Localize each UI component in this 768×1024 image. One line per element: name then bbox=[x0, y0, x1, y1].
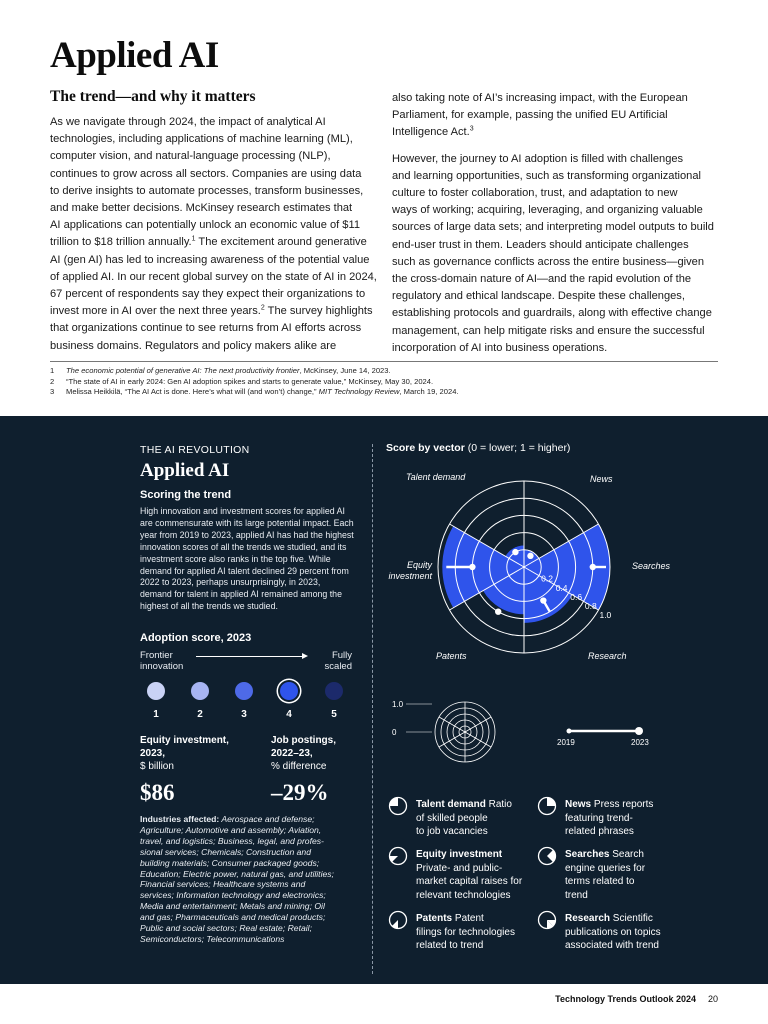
text-line: travel, and logistics; Business, legal, and profes- bbox=[140, 835, 324, 846]
scale-end-line: scaled bbox=[324, 661, 352, 672]
stat-label-line: 2022–23, bbox=[271, 748, 313, 759]
legend-desc: associated with trend bbox=[565, 940, 659, 951]
searches-icon bbox=[537, 846, 557, 866]
footnote-text: “The state of AI in early 2024: Gen AI adoption spikes and starts to generate value,” McKinsey, May 30, 2024. bbox=[66, 376, 434, 386]
radar-trend-dot-5 bbox=[469, 564, 475, 570]
legend-desc: engine queries for bbox=[565, 862, 646, 874]
text-line: are commensurate with its large potential impact. Each bbox=[140, 517, 354, 528]
footnote bbox=[50, 377, 718, 388]
text-line bbox=[392, 124, 722, 141]
legend-equity-investment bbox=[388, 848, 522, 902]
text-line: As we navigate through 2024, the impact of analytical AI bbox=[50, 116, 326, 128]
footnote-italic: MIT Technology Review bbox=[318, 387, 400, 397]
legend-term: Patents bbox=[416, 913, 453, 924]
radar-ring-label-1: 0.2 bbox=[541, 573, 553, 584]
text-line: sional services; Chemicals; Construction and bbox=[140, 846, 311, 857]
legend-desc: filings for technologies bbox=[416, 926, 515, 938]
footnote-number: 1 bbox=[50, 366, 55, 375]
legend-text bbox=[565, 848, 645, 902]
text-line: Financial services; Healthcare systems and bbox=[140, 879, 306, 890]
news-icon bbox=[537, 796, 557, 816]
footnote-divider bbox=[50, 361, 718, 362]
adoption-title: Adoption score, 2023 bbox=[140, 632, 252, 644]
stat-label-line: Equity investment, bbox=[140, 735, 229, 746]
text-line bbox=[50, 234, 380, 251]
key-year-end-dot bbox=[635, 727, 643, 735]
text-line: that organizations continue to see returns from AI efforts across bbox=[50, 322, 362, 335]
text-line: highest of all the trends we studied. bbox=[140, 601, 278, 612]
article-left-column bbox=[50, 114, 380, 355]
radar-label-talent-demand: Talent demand bbox=[406, 472, 466, 482]
footnote-text bbox=[66, 387, 459, 398]
key-year-start-dot bbox=[567, 729, 572, 734]
footnote-text bbox=[66, 366, 391, 377]
radar-trend-dot-6 bbox=[512, 549, 518, 555]
text-fragment: The survey highlights bbox=[264, 305, 373, 318]
text-line: High innovation and investment scores for applied AI bbox=[140, 506, 345, 516]
text-line: and learning opportunities, such as transforming organizational bbox=[392, 169, 701, 182]
legend-desc: Private- and public- bbox=[416, 862, 503, 874]
text-line: and make better decisions. McKinsey research estimates that bbox=[50, 202, 353, 215]
text-line: AI (gen AI) has led to increasing awareness of the potential value bbox=[50, 253, 370, 266]
jobs-stat-value: –29% bbox=[271, 780, 329, 805]
legend-text bbox=[565, 912, 661, 953]
text-line: building materials; Consumer packaged goods; bbox=[140, 857, 320, 868]
trend-scorecard-panel bbox=[0, 416, 768, 984]
research-icon bbox=[537, 910, 557, 930]
legend-news bbox=[537, 798, 653, 839]
text-line: culture to foster collaboration, trust, and adaptation to new bbox=[392, 187, 678, 200]
text-line: 67 percent of respondents say they expect their organizations to bbox=[50, 288, 366, 301]
page-title: Applied AI bbox=[50, 35, 219, 76]
radar-label-news: News bbox=[590, 474, 613, 484]
text-line: end-user trust in them. Leaders should anticipate challenges bbox=[392, 238, 689, 251]
legend-term: News bbox=[565, 799, 592, 810]
text-line bbox=[50, 303, 380, 320]
legend-term: Research bbox=[565, 913, 611, 924]
text-line: Public and social sectors; Real estate; Retail; bbox=[140, 923, 312, 934]
legend-desc: related phrases bbox=[565, 826, 634, 837]
footnote-number: 3 bbox=[50, 387, 55, 397]
radar-label-searches: Searches bbox=[632, 561, 671, 571]
legend-desc: Ratio bbox=[485, 799, 512, 810]
legend-desc: Press reports bbox=[591, 799, 654, 810]
paragraph bbox=[392, 151, 722, 357]
text-line: and gas; Pharmaceuticals and medical products; bbox=[140, 912, 326, 923]
text-line: ways of working; acquiring, leveraging, and organizing valuable bbox=[392, 204, 703, 217]
legend-term: Equity investment bbox=[416, 849, 503, 860]
legend-desc: market capital raises for bbox=[416, 876, 523, 887]
patents-icon bbox=[388, 910, 408, 930]
text-line: investment score also ranks in the top five. While bbox=[140, 553, 331, 564]
text-line: demand for talent in applied AI remained among the bbox=[140, 589, 342, 600]
text-line: year from 2019 to 2023, applied AI has had the highest bbox=[140, 529, 354, 540]
text-fragment: The excitement around generative bbox=[195, 236, 367, 249]
equity-stat-value: $86 bbox=[140, 780, 175, 805]
text-line: AI applications can potentially unlock an economic value of $11 bbox=[50, 219, 360, 232]
key-end-year-label: 2023 bbox=[631, 738, 649, 747]
text-line: However, the journey to AI adoption is filled with challenges bbox=[392, 152, 684, 165]
score-radar-chart bbox=[0, 416, 768, 984]
text-fragment: Aerospace and defense; bbox=[219, 814, 315, 824]
page-footer bbox=[555, 994, 718, 1004]
text-line: establishing protocols and guardrails, along with effective change bbox=[392, 307, 712, 320]
talent-demand-icon bbox=[388, 796, 408, 816]
key-ring-min-label: 0 bbox=[392, 728, 397, 737]
adoption-level-label: 4 bbox=[286, 709, 292, 720]
text-line: Media and entertainment; Metals and mining; Oil bbox=[140, 901, 325, 912]
legend-desc: Search bbox=[609, 849, 644, 860]
stat-label-line: % difference bbox=[271, 761, 327, 772]
footnote-italic: The economic potential of generative AI: The next productivity frontier bbox=[66, 366, 300, 375]
text-line: Agriculture; Automotive and assembly; Aviation, bbox=[140, 824, 322, 835]
legend-desc: relevant technologies bbox=[416, 889, 511, 901]
text-fragment: Intelligence Act. bbox=[392, 126, 470, 139]
radar-trend-dot-3 bbox=[540, 597, 546, 603]
text-fragment: invest more in AI over the next three years. bbox=[50, 305, 261, 318]
text-line: demand for applied AI talent declined 29 percent from bbox=[140, 565, 349, 576]
radar-ring-label-3: 0.6 bbox=[570, 591, 583, 602]
panel-title: Applied AI bbox=[140, 460, 230, 481]
adoption-level-label: 5 bbox=[331, 709, 337, 720]
text-line: Parliament, for example, passing the unified EU Artificial bbox=[392, 109, 668, 122]
legend-desc: Patent bbox=[452, 913, 484, 924]
stat-label-line: $ billion bbox=[140, 761, 174, 772]
legend-term: Searches bbox=[565, 849, 610, 860]
scale-start-line: innovation bbox=[140, 661, 184, 672]
footnote-rest: , McKinsey, June 14, 2023. bbox=[299, 366, 391, 375]
legend-text bbox=[416, 798, 512, 839]
text-line: Semiconductors; Telecommunications bbox=[140, 933, 285, 944]
footnote-pre: Melissa Heikkilä, “The AI Act is done. Here’s what will (and won’t) change,” bbox=[66, 387, 319, 397]
adoption-level-label: 2 bbox=[197, 709, 203, 720]
panel-subtitle: Scoring the trend bbox=[140, 489, 232, 501]
page-number: 20 bbox=[707, 994, 718, 1004]
scale-end-line: Fully bbox=[331, 650, 352, 661]
legend-desc: of skilled people bbox=[416, 812, 488, 824]
text-line: management, can help mitigate risks and ensure the successful bbox=[392, 324, 705, 337]
legend-text bbox=[416, 912, 515, 953]
legend-searches bbox=[537, 848, 645, 902]
chart-title-bold: Score by vector bbox=[386, 442, 465, 454]
footnote-ref[interactable]: 2 bbox=[260, 304, 265, 312]
text-line: services; Information technology and electronics; bbox=[140, 890, 326, 901]
legend-desc: featuring trend- bbox=[565, 812, 633, 824]
radar-trend-dot-1 bbox=[527, 553, 533, 559]
panel-kicker: THE AI REVOLUTION bbox=[140, 444, 250, 456]
article-right-column bbox=[392, 90, 722, 366]
section-subhead: The trend—and why it matters bbox=[50, 88, 256, 105]
text-line: also taking note of AI’s increasing impact, with the European bbox=[392, 92, 688, 104]
text-line: Education; Electric power, natural gas, and utilities; bbox=[140, 868, 334, 879]
footnotes bbox=[50, 366, 718, 398]
key-ring-max-label: 1.0 bbox=[392, 700, 404, 709]
footnote bbox=[50, 387, 718, 398]
legend-term: Talent demand bbox=[416, 799, 486, 810]
publication-title: Technology Trends Outlook 2024 bbox=[555, 994, 696, 1004]
text-line: innovation scores of all the trends we studied, and its bbox=[140, 541, 347, 552]
text-line: such as governance conflicts across the entire business—given bbox=[392, 255, 705, 268]
legend-patents bbox=[388, 912, 515, 953]
radar-trend-dot-4 bbox=[495, 608, 501, 614]
legend-desc: terms related to bbox=[565, 876, 635, 887]
legend-text bbox=[565, 798, 653, 839]
adoption-level-label: 3 bbox=[241, 709, 247, 720]
paragraph bbox=[392, 90, 722, 142]
text-line: of applied AI. In our recent global survey on the state of AI in 2024, bbox=[50, 270, 377, 283]
legend-desc: related to trend bbox=[416, 940, 484, 951]
scale-start-line: Frontier bbox=[140, 650, 173, 661]
text-line: the cross-domain nature of AI—and the rapid evolution of the bbox=[392, 273, 692, 286]
text-line: to derive insights to automate processes, transform businesses, bbox=[50, 184, 364, 197]
legend-research bbox=[537, 912, 661, 953]
footnote bbox=[50, 366, 718, 377]
legend-text bbox=[416, 848, 522, 902]
text-line: business domains. Regulators and policy makers alike are bbox=[50, 339, 337, 352]
text-line: 2022 to 2023, perhaps unsurprisingly, in 2023, bbox=[140, 577, 321, 588]
radar-label-research: Research bbox=[588, 651, 627, 661]
legend-desc: to job vacancies bbox=[416, 826, 488, 837]
footnote-ref[interactable]: 1 bbox=[191, 235, 196, 243]
radar-trend-dot-2 bbox=[590, 564, 596, 570]
text-fragment: trillion to $18 trillion annually. bbox=[50, 236, 192, 249]
industries-label: Industries affected: bbox=[140, 814, 220, 824]
footnote-number: 2 bbox=[50, 376, 55, 386]
footnote-ref[interactable]: 3 bbox=[469, 125, 474, 133]
legend-desc: publications on topics bbox=[565, 926, 661, 938]
text-line: sources of large data sets; and interpreting model outputs to build bbox=[392, 221, 714, 234]
radar-label-patents: Patents bbox=[436, 651, 467, 661]
legend-desc: Scientific bbox=[610, 913, 653, 924]
text-line: computer vision, and natural-language processing (NLP), bbox=[50, 150, 331, 163]
footnote-rest: , March 19, 2024. bbox=[399, 387, 459, 397]
radar-ring-label-5: 1.0 bbox=[599, 610, 612, 621]
text-line: technologies, including applications of machine learning (ML), bbox=[50, 133, 353, 146]
radar-ring-label-4: 0.8 bbox=[584, 601, 597, 612]
equity-investment-icon bbox=[388, 846, 408, 866]
text-line: regulatory and ethical landscape. Despite these challenges, bbox=[392, 290, 685, 303]
adoption-level-label: 1 bbox=[153, 709, 159, 720]
legend-talent-demand bbox=[388, 798, 512, 839]
text-line: incorporation of AI into business operations. bbox=[392, 341, 608, 354]
text-line: continues to grow across all sectors. Companies are using data bbox=[50, 167, 362, 180]
legend-desc: trend bbox=[565, 889, 588, 901]
stat-label-line: 2023, bbox=[140, 748, 166, 759]
radar-ring-label-2: 0.4 bbox=[555, 582, 568, 593]
stat-label-line: Job postings, bbox=[271, 735, 336, 746]
radar-label-equity-investment: Equity investment bbox=[388, 560, 432, 581]
key-start-year-label: 2019 bbox=[557, 738, 575, 747]
chart-title-rest: (0 = lower; 1 = higher) bbox=[464, 442, 571, 454]
